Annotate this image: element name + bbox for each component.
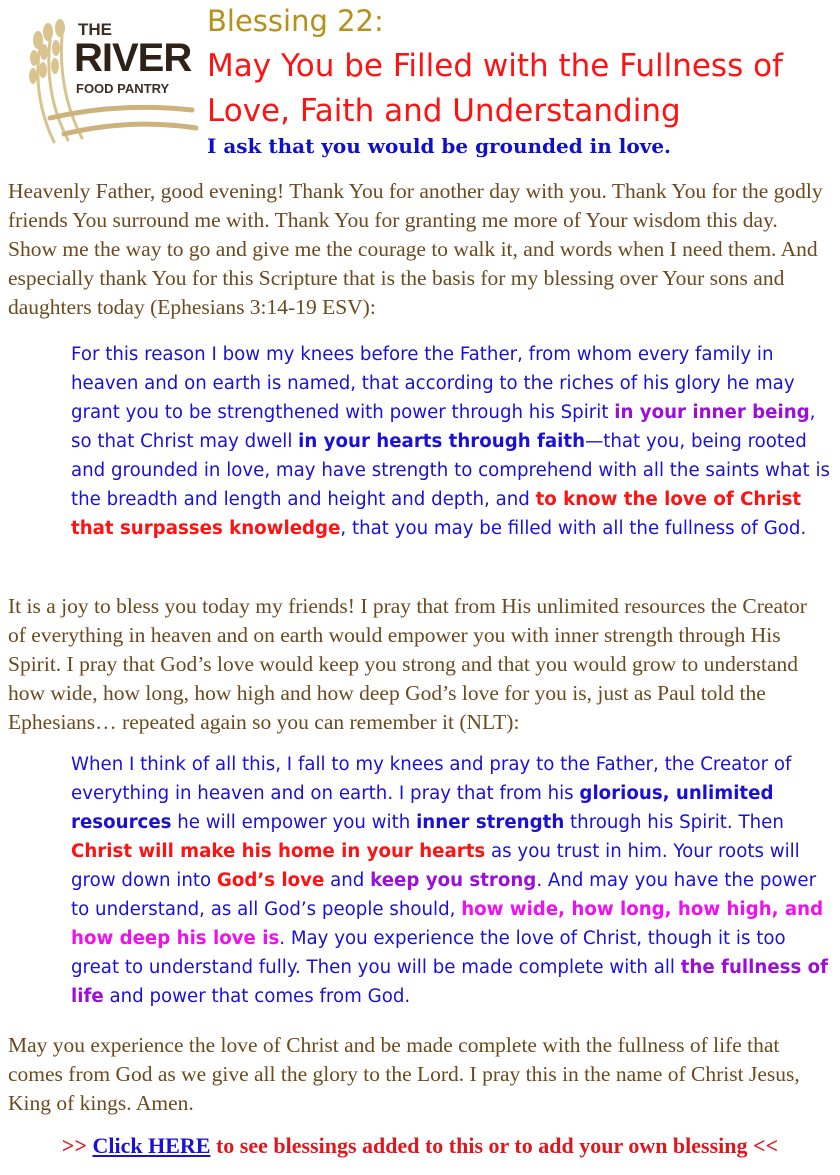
river-food-pantry-logo (20, 6, 200, 156)
logo-the-text: THE (78, 20, 112, 39)
cta-prefix: >> (61, 1133, 93, 1158)
scripture1-text: For this reason I bow my knees before the Father, from whom every family in heaven and on earth is named, that according to the riches of his glory he may grant you to be strengthened with power through his Spirit (71, 344, 795, 423)
blessings-call-to-action (0, 1133, 840, 1159)
scripture2-highlight: keep you strong (370, 870, 537, 891)
blessing-number: Blessing 22: (207, 4, 384, 38)
blessing-title-line-1: May You be Filled with the Fullness of (207, 48, 783, 84)
blessing-title-line-2: Love, Faith and Understanding (207, 93, 681, 129)
header (0, 0, 840, 175)
scripture2-text: and (324, 870, 371, 891)
blessing-subtitle: I ask that you would be grounded in love. (207, 134, 672, 158)
cta-suffix: to see blessings added to this or to add your own blessing << (210, 1133, 779, 1158)
logo-pantry-text: FOOD PANTRY (76, 81, 170, 96)
scripture2-highlight: glorious, unlimited resources (71, 783, 774, 833)
scripture2-text: as you trust in him. Your roots will grow down into (71, 841, 800, 891)
scripture1-text: , so that Christ may dwell (71, 402, 816, 452)
scripture2-highlight: the fullness of life (71, 957, 829, 1007)
scripture1-highlight: in your inner being (614, 402, 810, 423)
scripture2-text: . May you experience the love of Christ, though it is too great to understand fully. Then you will be made complete with all (71, 928, 786, 978)
click-here-link[interactable]: Click HERE (92, 1133, 211, 1158)
scripture2-text: . And may you have the power to understand, as all God’s people should, (71, 870, 817, 920)
scripture2-highlight: how wide, how long, how high, and how deep his love is (71, 899, 824, 949)
scripture1-highlight: in your hearts through faith (298, 431, 586, 452)
intro-paragraph: Heavenly Father, good evening! Thank You for another day with you. Thank You for the godly friends You surround me with. Thank You for granting me more of Your wisdom this day. Show me the way to go and give me the courage to walk it, and words when I need them. And especially thank You for this Scripture that is the basis for my blessing over Your sons and daughters today (Ephesians 3:14-19 ESV): (8, 179, 823, 319)
scripture1-highlight: to know the love of Christ that surpasses knowledge (71, 489, 802, 539)
scripture2-text: he will empower you with (171, 812, 417, 833)
scripture1-text: , that you may be filled with all the fullness of God. (340, 518, 807, 539)
scripture2-text: When I think of all this, I fall to my knees and pray to the Father, the Creator of everything in heaven and on earth. I pray that from his (71, 754, 792, 804)
middle-paragraph: It is a joy to bless you today my friends! I pray that from His unlimited resources the Creator of everything in heaven and on earth would empower you with inner strength through His Spirit. I pray that God’s love would keep you strong and that you would grow to understand how wide, how long, how high and how deep God’s love for you is, just as Paul told the Ephesians… repeated again so you can remember it (NLT): (8, 594, 807, 734)
scripture1-text: —that you, being rooted and grounded in love, may have strength to comprehend with all the saints what is the breadth and length and height and depth, and (71, 431, 830, 510)
closing-paragraph: May you experience the love of Christ and be made complete with the fullness of life that comes from God as we give all the glory to the Lord. I pray this in the name of Christ Jesus, King of kings. Amen. (8, 1033, 800, 1115)
scripture2-text: and power that comes from God. (103, 986, 411, 1007)
logo-river-text: RIVER (74, 36, 192, 80)
scripture-nlt (71, 750, 836, 1011)
scripture2-highlight: inner strength (416, 812, 565, 833)
scripture2-highlight: God’s love (216, 870, 325, 891)
scripture2-text: through his Spirit. Then (564, 812, 784, 833)
scripture-esv (71, 340, 836, 543)
scripture2-highlight: Christ will make his home in your hearts (71, 841, 486, 862)
